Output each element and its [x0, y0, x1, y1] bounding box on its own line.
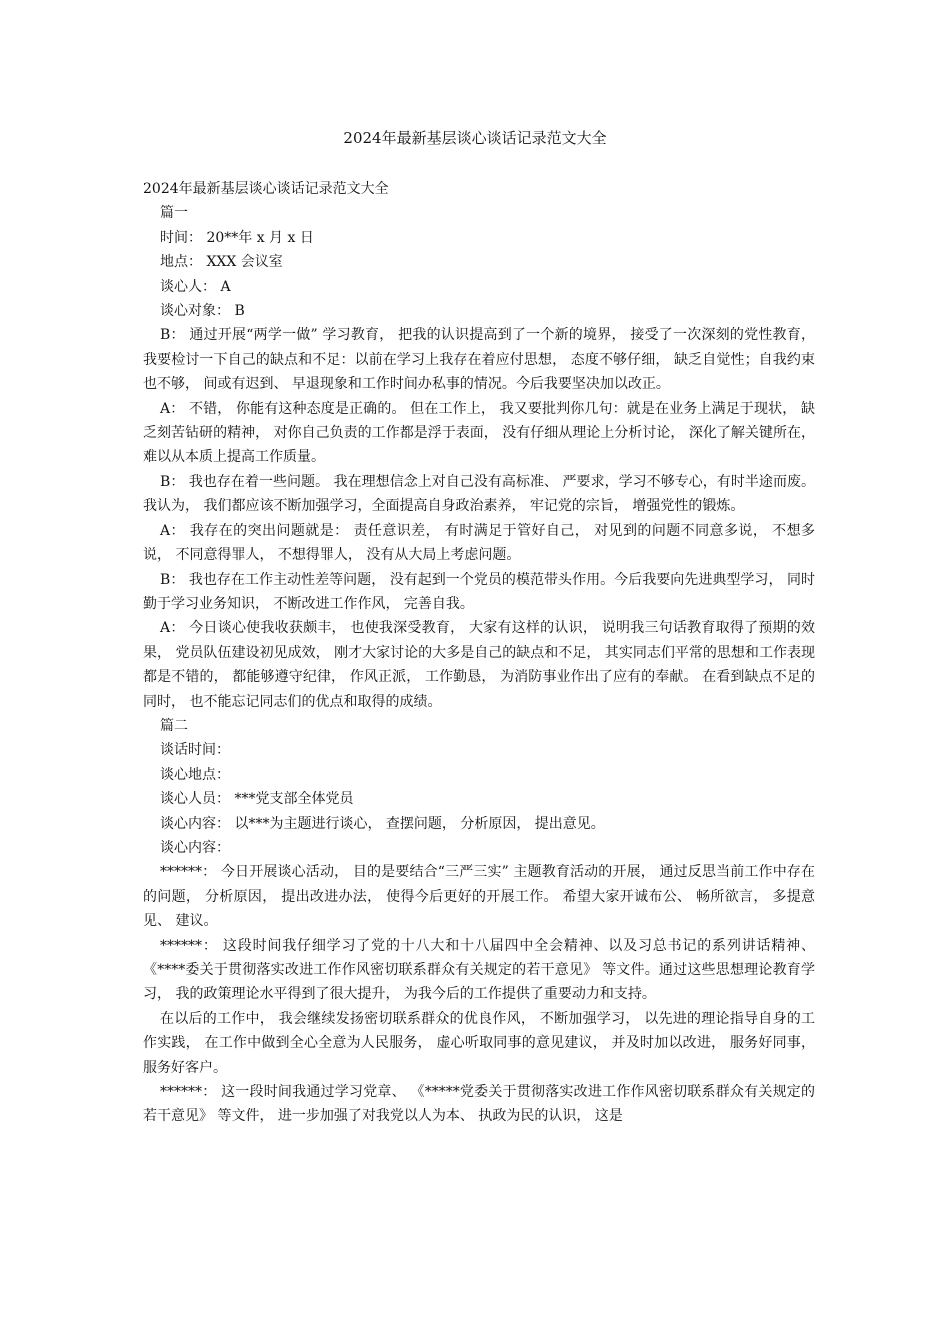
paragraph: 谈心人： A — [160, 278, 231, 295]
paragraph: 谈心内容： 以***为主题进行谈心， 查摆问题， 分析原因， 提出意见。 — [160, 815, 605, 832]
document-title: 2024年最新基层谈心谈话记录范文大全 — [343, 129, 607, 147]
paragraph: 谈心地点： — [160, 766, 230, 783]
paragraph: 在以后的工作中， 我会继续发扬密切联系群众的优良作风， 不断加强学习， 以先进的理论指导自身的工作实践， 在工作中做到全心全意为人民服务， 虚心听取同事的意见建议， 并及时加以改进， 服务好同事，服务好客户。 — [143, 1010, 815, 1076]
paragraph: ******： 今日开展谈心活动， 目的是要结合“三严三实” 主题教育活动的开展， 通过反思当前工作中存在的问题， 分析原因， 提出改进办法， 使得今后更好的开展工作。 希望大家开诚布公、 畅所欲言， 多提意见、 建议。 — [143, 864, 815, 930]
paragraph: 谈话时间： — [160, 742, 230, 759]
paragraph: A： 不错， 你能有这种态度是正确的。 但在工作上， 我又要批判你几句：就是在业务上满足于现状， 缺乏刻苦钻研的精神， 对你自己负责的工作都是浮于表面， 没有仔细从理论上分析讨论， 深化了解关键所在，难以从本质上提高工作质量。 — [143, 400, 815, 466]
paragraph: 地点： XXX 会议室 — [160, 254, 283, 271]
paragraph: 篇二 — [160, 717, 188, 734]
paragraph: 时间： 20**年 x 月 x 日 — [160, 229, 314, 246]
paragraph: ******： 这一段时间我通过学习党章、 《*****党委关于贯彻落实改进工作作风密切联系群众有关规定的若干意见》 等文件， 进一步加强了对我党以人为本、 执政为民的认识， 这是 — [143, 1084, 815, 1125]
paragraph: B： 我也存在工作主动性差等问题， 没有起到一个党员的模范带头作用。今后我要向先进典型学习， 同时勤于学习业务知识， 不断改进工作作风， 完善自我。 — [143, 571, 815, 612]
paragraph: A： 今日谈心使我收获颇丰， 也使我深受教育， 大家有这样的认识， 说明我三句话教育取得了预期的效果， 党员队伍建设初见成效， 刚才大家讨论的大多是自己的缺点和不足， 其实同志们平常的思想和工作表现都是不错的， 都能够遵守纪律， 作风正派， 工作勤恳， 为消防事业作出了应有的奉献。 在看到缺点不足的同时， 也不能忘记同志们的优点和取得的成绩。 — [143, 620, 815, 710]
paragraph: 谈心对象： B — [160, 303, 245, 320]
document-body — [143, 177, 815, 1129]
paragraph: B： 我也存在着一些问题。 我在理想信念上对自己没有高标准、 严要求，学习不够专心，有时半途而废。 我认为， 我们都应该不断加强学习，全面提高自身政治素养， 牢记党的宗旨， 增强党性的锻炼。 — [143, 473, 815, 515]
paragraph: ******： 这段时间我仔细学习了党的十八大和十八届四中全会精神、以及习总书记的系列讲话精神、 《****委关于贯彻落实改进工作作风密切联系群众有关规定的若干意见》 等文件。通过这些思想理论教育学习， 我的政策理论水平得到了很大提升， 为我今后的工作提供了重要动力和支持。 — [143, 937, 815, 1003]
paragraph: 篇一 — [160, 205, 188, 222]
document-subtitle: 2024年最新基层谈心谈话记录范文大全 — [143, 181, 389, 197]
paragraph: A： 我存在的突出问题就是： 责任意识差， 有时满足于管好自己， 对见到的问题不同意多说， 不想多说， 不同意得罪人， 不想得罪人， 没有从大局上考虑问题。 — [143, 522, 815, 564]
paragraph: B： 通过开展“两学一做” 学习教育， 把我的认识提高到了一个新的境界， 接受了一次深刻的党性教育， 我要检讨一下自己的缺点和不足：以前在学习上我存在着应付思想， 态度不够仔细， 缺乏自觉性；自我约束也不够， 间或有迟到、 早退现象和工作时间办私事的情况。今后我要坚决加以改正。 — [143, 327, 815, 393]
paragraph: 谈心内容： — [160, 839, 230, 856]
paragraph-list — [143, 201, 815, 1128]
paragraph: 谈心人员： ***党支部全体党员 — [160, 791, 354, 808]
